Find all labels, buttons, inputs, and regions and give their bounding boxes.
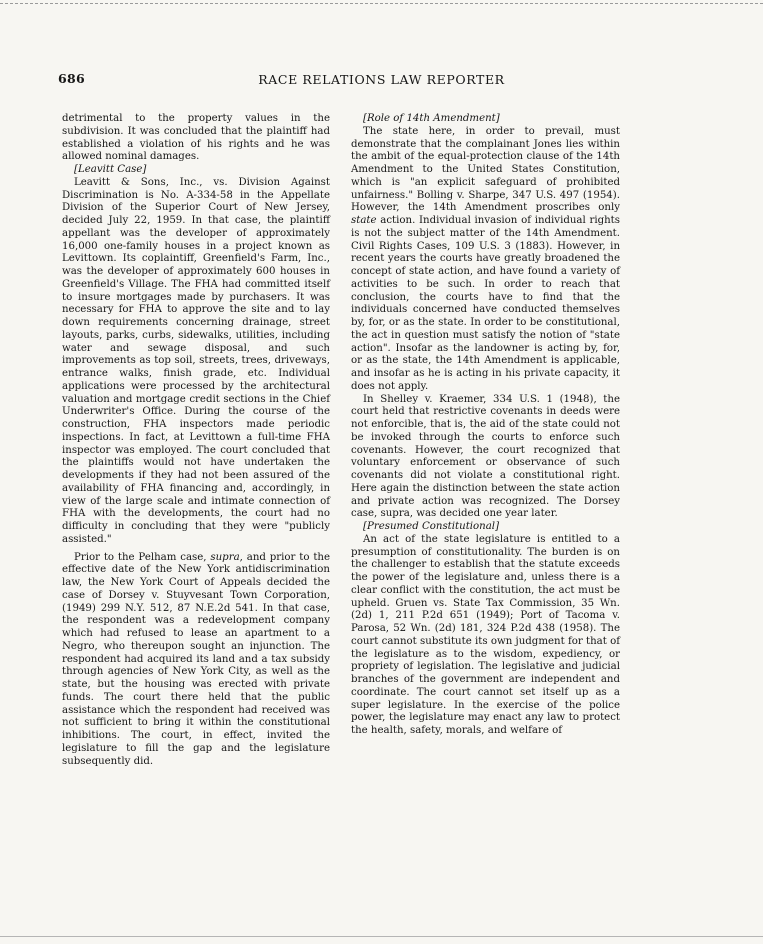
paragraph-pelham-part-b: , and prior to the effective date of the New York antidiscrimination law, the New York Court of Appeals decided the case of Dorsey v. Stuyvesant Town Corporation, (1949) 299 N.Y. 512, 87 N.E.2d 541. In that case, the respondent was a redevelopment company which had refused to lease an apartment to a Negro, who thereupon sought an injunction. The respondent had acquired its land and a tax subsidy through agencies of New York City, as well as the state, but the housing was erected with private funds. The court there held that the public assistance which the respondent had received was not sufficient to bring it within the constitutional inhibitions. The court, in effect, invited the legislature to fill the gap and the legislature subsequently did. [62, 551, 330, 767]
page-number: 686 [58, 71, 85, 86]
bottom-edge-rule [0, 936, 763, 937]
running-title: RACE RELATIONS LAW REPORTER [258, 72, 505, 87]
paragraph-shelley: In Shelley v. Kraemer, 334 U.S. 1 (1948), the court held that restrictive covenants in deeds were not enforcible, that is, the aid of the state could not be invoked through the courts to enforce such covenants. However, the court recognized that voluntary enforcement or observance of such covenants did not violate a constitutional right. Here again the distinction between the state action and private action was recognized. The Dorsey case, supra, was decided one year later. [351, 393, 620, 520]
paragraph-leavitt: Leavitt & Sons, Inc., vs. Division Against Discrimination is No. A-334-58 in the Appellate Division of the Superior Court of New Jersey, decided July 22, 1959. In that case, the plaintiff appellant was the developer of approximately 16,000 one-family houses in a project known as Levittown. Its coplaintiff, Greenfield's Farm, Inc., was the developer of approximately 600 houses in Greenfield's Village. The FHA had committed itself to insure mortgages made by purchasers. It was necessary for FHA to approve the site and to lay down requirements concerning drainage, street layouts, parks, curbs, sidewalks, utilities, including water and sewage disposal, and such improvements as top soil, streets, trees, driveways, entrance walks, finish grade, etc. Individual applications were processed by the architectural valuation and mortgage credit sections in the Chief Underwriter's Office. During the course of the construction, FHA inspectors made periodic inspections. In fact, at Levittown a full-time FHA inspector was employed. The court concluded that the plaintiffs would not have undertaken the developments if they had not been assured of the availability of FHA financing and, accordingly, in view of the large scale and intimate connection of FHA with the developments, the court had no difficulty in concluding that they were "publicly assisted." [62, 176, 330, 545]
paragraph-intro: detrimental to the property values in the subdivision. It was concluded that the plaintiff had established a violation of his rights and he was allowed nominal damages. [62, 113, 330, 163]
paragraph-pelham-supra: supra [210, 551, 240, 563]
paragraph-pelham [62, 552, 330, 769]
right-column [351, 113, 620, 738]
paragraph-state-action [351, 126, 620, 394]
heading-leavitt-case: [Leavitt Case] [74, 164, 147, 175]
paragraph-state-emphasis: state [351, 215, 377, 226]
paragraph-state-part-b: action. Individual invasion of individual rights is not the subject matter of the 14th Amendment. Civil Rights Cases, 109 U.S. 3 (1883). However, in recent years the courts have greatly broadened the concept of state action, and have found a variety of activities to be such. In order to reach that conclusion, the courts have to find that the individuals concerned have conducted themselves by, for, or as the state. In order to be constitutional, the act in question must satisfy the notion of "state action". Insofar as the landowner is acting by, for, or as the state, the 14th Amendment is applicable, and insofar as he is acting in his private capacity, it does not apply. [351, 215, 620, 392]
left-column [62, 113, 330, 768]
paragraph-presumed: An act of the state legislature is entitled to a presumption of constitutionality. The burden is on the challenger to establish that the statute exceeds the power of the legislature and, unless there is a clear conflict with the constitution, the act must be upheld. Gruen vs. State Tax Commission, 35 Wn. (2d) 1, 211 P.2d 651 (1949); Port of Tacoma v. Parosa, 52 Wn. (2d) 181, 324 P.2d 438 (1958). The court cannot substitute its own judgment for that of the legislature as to the wisdom, expediency, or propriety of legislation. The legislative and judicial branches of the government are independent and coordinate. The court cannot set itself up as a super legislature. In the exercise of the police power, the legislature may enact any law to protect the health, safety, morals, and welfare of [351, 533, 620, 736]
heading-presumed-constitutional: [Presumed Constitutional] [363, 521, 500, 532]
top-edge-rule [0, 3, 763, 4]
heading-role-of-14th-amendment: [Role of 14th Amendment] [363, 113, 500, 124]
paragraph-pelham-part-a: Prior to the Pelham case, [74, 551, 211, 563]
paragraph-state-part-a: The state here, in order to prevail, must demonstrate that the complainant Jones lies within the ambit of the equal-protection clause of the 14th Amendment to the United States Constitution, which is "an explicit safeguard of prohibited unfairness." Bolling v. Sharpe, 347 U.S. 497 (1954). However, the 14th Amendment proscribes only [351, 125, 620, 214]
